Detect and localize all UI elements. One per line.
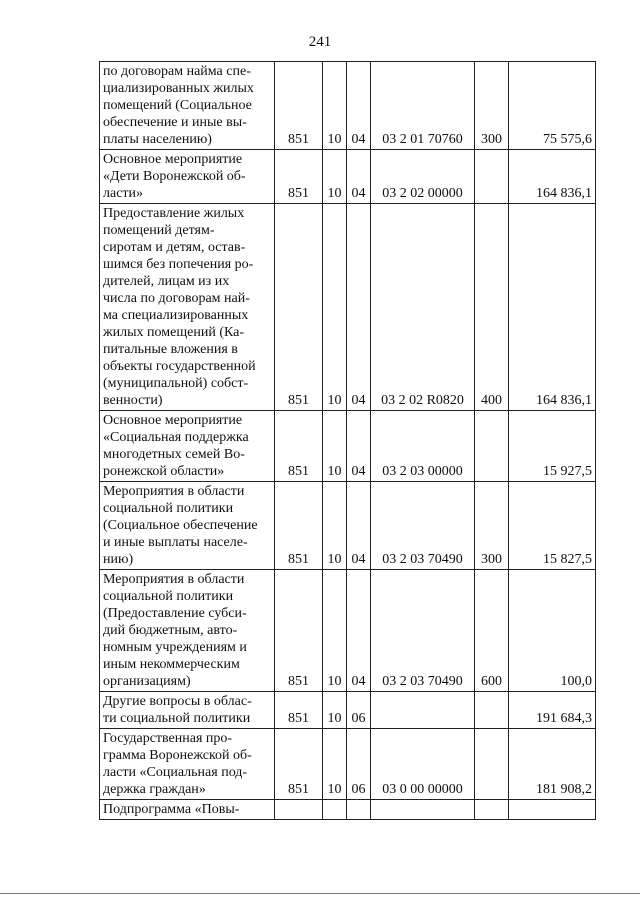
ministry-code: 851 bbox=[288, 186, 309, 201]
row-name-cell bbox=[100, 800, 275, 820]
expense-type-code-cell bbox=[475, 411, 509, 482]
expense-type-code-cell bbox=[475, 800, 509, 820]
row-name-cell bbox=[100, 570, 275, 692]
section-code-cell bbox=[323, 692, 347, 729]
target-item-code: 03 2 03 00000 bbox=[382, 464, 463, 479]
ministry-code-cell bbox=[275, 204, 323, 411]
table-row bbox=[100, 482, 596, 570]
table-row bbox=[100, 800, 596, 820]
amount-cell bbox=[509, 62, 596, 150]
table-row bbox=[100, 692, 596, 729]
target-item-code-cell bbox=[371, 570, 475, 692]
ministry-code-cell bbox=[275, 692, 323, 729]
row-name-cell bbox=[100, 729, 275, 800]
section-code-cell bbox=[323, 150, 347, 204]
section-code: 10 bbox=[327, 464, 342, 479]
target-item-code: 03 2 01 70760 bbox=[382, 132, 463, 147]
target-item-code-cell bbox=[371, 150, 475, 204]
section-code: 10 bbox=[327, 393, 342, 408]
target-item-code: 03 0 00 00000 bbox=[382, 782, 463, 797]
section-code: 10 bbox=[327, 552, 342, 567]
row-name: Мероприятия в области социальной политики (Предоставление субси- дий бюджетным, авто- номным учреждениям и иным некоммерческим организациям) bbox=[103, 572, 247, 689]
expense-type-code: 600 bbox=[481, 674, 502, 689]
amount-cell bbox=[509, 411, 596, 482]
ministry-code-cell bbox=[275, 729, 323, 800]
section-code: 10 bbox=[327, 186, 342, 201]
row-name: Мероприятия в области социальной политики (Социальное обеспечение и иные выплаты населе- нию) bbox=[103, 484, 258, 567]
ministry-code-cell bbox=[275, 570, 323, 692]
section-code-cell bbox=[323, 729, 347, 800]
ministry-code: 851 bbox=[288, 552, 309, 567]
ministry-code-cell bbox=[275, 62, 323, 150]
expense-type-code: 300 bbox=[481, 552, 502, 567]
expense-type-code-cell bbox=[475, 692, 509, 729]
row-name-cell bbox=[100, 482, 275, 570]
row-name: Подпрограмма «Повы- bbox=[103, 802, 240, 817]
row-name: Основное мероприятие «Дети Воронежской об- ласти» bbox=[103, 152, 246, 201]
amount: 164 836,1 bbox=[536, 186, 592, 201]
subsection-code: 04 bbox=[351, 464, 366, 479]
row-name-cell bbox=[100, 150, 275, 204]
target-item-code-cell bbox=[371, 692, 475, 729]
amount: 100,0 bbox=[560, 674, 592, 689]
target-item-code-cell bbox=[371, 411, 475, 482]
row-name-cell bbox=[100, 204, 275, 411]
subsection-code-cell bbox=[347, 570, 371, 692]
expense-type-code-cell bbox=[475, 570, 509, 692]
subsection-code: 04 bbox=[351, 186, 366, 201]
amount-cell bbox=[509, 729, 596, 800]
section-code: 10 bbox=[327, 674, 342, 689]
subsection-code-cell bbox=[347, 729, 371, 800]
target-item-code-cell bbox=[371, 482, 475, 570]
expense-type-code: 400 bbox=[481, 393, 502, 408]
subsection-code-cell bbox=[347, 692, 371, 729]
subsection-code: 04 bbox=[351, 132, 366, 147]
row-name-cell bbox=[100, 411, 275, 482]
expense-type-code-cell bbox=[475, 729, 509, 800]
subsection-code-cell bbox=[347, 411, 371, 482]
ministry-code-cell bbox=[275, 411, 323, 482]
expense-type-code-cell bbox=[475, 150, 509, 204]
section-code-cell bbox=[323, 62, 347, 150]
row-name: Другие вопросы в облас- ти социальной политики bbox=[103, 694, 252, 726]
row-name: Государственная про- грамма Воронежской об- ласти «Социальная под- держка граждан» bbox=[103, 731, 252, 797]
section-code-cell bbox=[323, 411, 347, 482]
subsection-code-cell bbox=[347, 204, 371, 411]
page-bottom-rule bbox=[0, 893, 640, 894]
amount-cell bbox=[509, 800, 596, 820]
amount: 15 927,5 bbox=[543, 464, 592, 479]
subsection-code-cell bbox=[347, 800, 371, 820]
ministry-code: 851 bbox=[288, 711, 309, 726]
budget-table bbox=[99, 61, 596, 820]
section-code-cell bbox=[323, 204, 347, 411]
page-number: 241 bbox=[308, 34, 332, 50]
subsection-code: 06 bbox=[351, 711, 366, 726]
target-item-code: 03 2 03 70490 bbox=[382, 552, 463, 567]
amount-cell bbox=[509, 570, 596, 692]
subsection-code: 04 bbox=[351, 674, 366, 689]
ministry-code: 851 bbox=[288, 132, 309, 147]
expense-type-code-cell bbox=[475, 204, 509, 411]
row-name: Основное мероприятие «Социальная поддержка многодетных семей Во- ронежской области» bbox=[103, 413, 249, 479]
section-code-cell bbox=[323, 482, 347, 570]
ministry-code: 851 bbox=[288, 464, 309, 479]
subsection-code-cell bbox=[347, 62, 371, 150]
table-row bbox=[100, 570, 596, 692]
row-name-cell bbox=[100, 692, 275, 729]
section-code: 10 bbox=[327, 132, 342, 147]
subsection-code-cell bbox=[347, 150, 371, 204]
section-code-cell bbox=[323, 800, 347, 820]
amount: 191 684,3 bbox=[536, 711, 592, 726]
table-row bbox=[100, 204, 596, 411]
ministry-code: 851 bbox=[288, 393, 309, 408]
table-row bbox=[100, 729, 596, 800]
table-row bbox=[100, 411, 596, 482]
amount-cell bbox=[509, 150, 596, 204]
ministry-code-cell bbox=[275, 150, 323, 204]
section-code: 10 bbox=[327, 782, 342, 797]
target-item-code-cell bbox=[371, 800, 475, 820]
section-code: 10 bbox=[327, 711, 342, 726]
target-item-code-cell bbox=[371, 729, 475, 800]
amount: 164 836,1 bbox=[536, 393, 592, 408]
ministry-code: 851 bbox=[288, 674, 309, 689]
subsection-code: 04 bbox=[351, 393, 366, 408]
subsection-code-cell bbox=[347, 482, 371, 570]
ministry-code: 851 bbox=[288, 782, 309, 797]
target-item-code: 03 2 03 70490 bbox=[382, 674, 463, 689]
expense-type-code-cell bbox=[475, 62, 509, 150]
amount-cell bbox=[509, 482, 596, 570]
amount-cell bbox=[509, 692, 596, 729]
ministry-code-cell bbox=[275, 800, 323, 820]
table-row bbox=[100, 150, 596, 204]
row-name: Предоставление жилых помещений детям- сиротам и детям, остав- шимся без попечения ро- дителей, лицам из их числа по договорам най- ма специализированных жилых помещений (Ка- питальные вложения в объекты государственной (муниципальной) собст- венности) bbox=[103, 206, 256, 408]
target-item-code-cell bbox=[371, 204, 475, 411]
target-item-code: 03 2 02 R0820 bbox=[381, 393, 464, 408]
subsection-code: 04 bbox=[351, 552, 366, 567]
target-item-code-cell bbox=[371, 62, 475, 150]
row-name: по договорам найма спе- циализированных жилых помещений (Социальное обеспечение и иные вы- платы населению) bbox=[103, 64, 254, 147]
expense-type-code: 300 bbox=[481, 132, 502, 147]
ministry-code-cell bbox=[275, 482, 323, 570]
amount-cell bbox=[509, 204, 596, 411]
row-name-cell bbox=[100, 62, 275, 150]
target-item-code: 03 2 02 00000 bbox=[382, 186, 463, 201]
amount: 75 575,6 bbox=[543, 132, 592, 147]
amount: 15 827,5 bbox=[543, 552, 592, 567]
expense-type-code-cell bbox=[475, 482, 509, 570]
subsection-code: 06 bbox=[351, 782, 366, 797]
section-code-cell bbox=[323, 570, 347, 692]
amount: 181 908,2 bbox=[536, 782, 592, 797]
table-body bbox=[100, 62, 596, 820]
table-row bbox=[100, 62, 596, 150]
